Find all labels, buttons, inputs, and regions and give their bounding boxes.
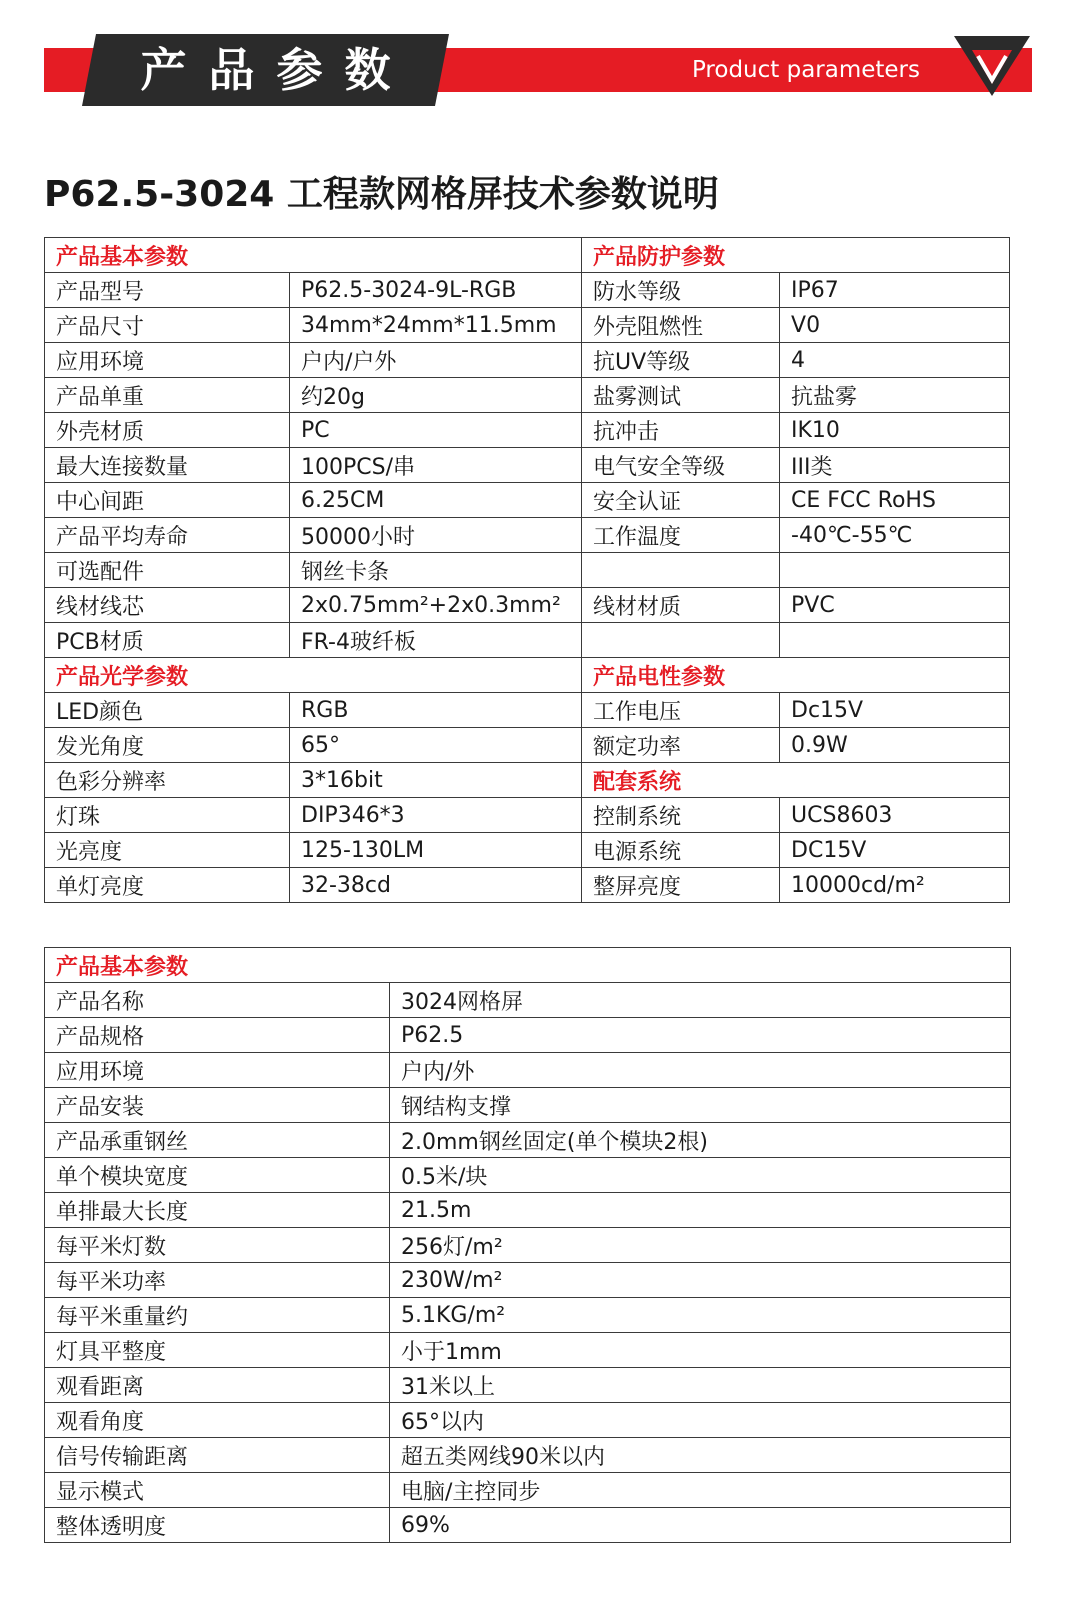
param-value: -40℃-55℃ [780,518,1010,553]
param-name: 防水等级 [582,273,780,308]
param-value: 31米以上 [390,1368,1011,1403]
param-name: 外壳材质 [45,413,290,448]
param-name [582,623,780,658]
param-name: 外壳阻燃性 [582,308,780,343]
basic-params-table [44,947,1011,1543]
param-value: 钢丝卡条 [290,553,582,588]
table-row [45,1508,1011,1543]
param-name: 观看角度 [45,1403,390,1438]
table-row [45,728,1010,763]
banner-title-en: Product parameters [691,57,920,83]
table-row [45,983,1011,1018]
table-row [45,1193,1011,1228]
param-name: 应用环境 [45,343,290,378]
param-value: 256灯/m² [390,1228,1011,1263]
table-row [45,1053,1011,1088]
param-value: 3*16bit [290,763,582,798]
param-value: 超五类网线90米以内 [390,1438,1011,1473]
table-row [45,868,1010,903]
param-name: 单排最大长度 [45,1193,390,1228]
table-row [45,1438,1011,1473]
section-header-optical: 产品光学参数 [45,658,582,693]
param-name: 整屏亮度 [582,868,780,903]
param-name: 中心间距 [45,483,290,518]
table-row [45,658,1010,693]
table-row [45,1368,1011,1403]
param-name: 每平米重量约 [45,1298,390,1333]
table-row [45,693,1010,728]
table-row [45,308,1010,343]
param-name: 可选配件 [45,553,290,588]
table-row [45,448,1010,483]
param-name: 产品名称 [45,983,390,1018]
param-name: 产品平均寿命 [45,518,290,553]
param-value: 6.25CM [290,483,582,518]
param-name: 显示模式 [45,1473,390,1508]
table-row [45,623,1010,658]
param-name: 观看距离 [45,1368,390,1403]
param-value: 65°以内 [390,1403,1011,1438]
param-name: 光亮度 [45,833,290,868]
param-value: FR-4玻纤板 [290,623,582,658]
param-value: DC15V [780,833,1010,868]
param-value: 5.1KG/m² [390,1298,1011,1333]
table-row [45,833,1010,868]
param-name: 单灯亮度 [45,868,290,903]
param-value: 钢结构支撑 [390,1088,1011,1123]
param-name: 工作电压 [582,693,780,728]
param-value: 50000小时 [290,518,582,553]
param-value: 34mm*24mm*11.5mm [290,308,582,343]
param-name: 产品安装 [45,1088,390,1123]
param-value: 2x0.75mm²+2x0.3mm² [290,588,582,623]
section-header-basic-2: 产品基本参数 [45,948,1011,983]
param-name: 产品承重钢丝 [45,1123,390,1158]
param-name: 电源系统 [582,833,780,868]
param-name: 色彩分辨率 [45,763,290,798]
param-name: 抗UV等级 [582,343,780,378]
param-name: 额定功率 [582,728,780,763]
table-row [45,763,1010,798]
param-value: 2.0mm钢丝固定(单个模块2根) [390,1123,1011,1158]
param-value [780,553,1010,588]
param-name [582,553,780,588]
param-value: DIP346*3 [290,798,582,833]
param-value: 约20g [290,378,582,413]
param-value: 32-38cd [290,868,582,903]
param-name: 最大连接数量 [45,448,290,483]
param-value: PVC [780,588,1010,623]
param-value: 21.5m [390,1193,1011,1228]
param-value: CE FCC RoHS [780,483,1010,518]
table-row [45,1158,1011,1193]
param-value: PC [290,413,582,448]
param-value: RGB [290,693,582,728]
param-value: 69% [390,1508,1011,1543]
param-value: 户内/外 [390,1053,1011,1088]
param-value: 230W/m² [390,1263,1011,1298]
param-name: 产品尺寸 [45,308,290,343]
param-value: III类 [780,448,1010,483]
param-name: 线材线芯 [45,588,290,623]
param-value: Dc15V [780,693,1010,728]
table-row [45,1298,1011,1333]
param-name: LED颜色 [45,693,290,728]
param-value: 电脑/主控同步 [390,1473,1011,1508]
table-row [45,378,1010,413]
param-value: 0.5米/块 [390,1158,1011,1193]
page-title: P62.5-3024 工程款网格屏技术参数说明 [44,174,719,215]
table-row [45,1018,1011,1053]
banner-title-cn: 产品参数 [140,43,413,97]
param-value: V0 [780,308,1010,343]
table-row [45,343,1010,378]
param-value: 4 [780,343,1010,378]
param-name: 灯具平整度 [45,1333,390,1368]
param-value: 抗盐雾 [780,378,1010,413]
param-value: P62.5 [390,1018,1011,1053]
param-name: 抗冲击 [582,413,780,448]
param-name: 产品型号 [45,273,290,308]
section-banner [0,0,1080,130]
param-value: UCS8603 [780,798,1010,833]
section-header-electrical: 产品电性参数 [582,658,1010,693]
section-header-basic: 产品基本参数 [45,238,582,273]
param-value: 户内/户外 [290,343,582,378]
table-row [45,1228,1011,1263]
param-value: IP67 [780,273,1010,308]
table-row [45,588,1010,623]
param-name: PCB材质 [45,623,290,658]
param-value: IK10 [780,413,1010,448]
param-value: 125-130LM [290,833,582,868]
table-row [45,1263,1011,1298]
table-row [45,1333,1011,1368]
table-row [45,238,1010,273]
param-value: P62.5-3024-9L-RGB [290,273,582,308]
param-value: 3024网格屏 [390,983,1011,1018]
param-name: 线材材质 [582,588,780,623]
table-row [45,518,1010,553]
section-header-protection: 产品防护参数 [582,238,1010,273]
table-row [45,1473,1011,1508]
param-name: 电气安全等级 [582,448,780,483]
table-row [45,798,1010,833]
param-name: 每平米功率 [45,1263,390,1298]
param-name: 发光角度 [45,728,290,763]
param-value: 65° [290,728,582,763]
table-row [45,413,1010,448]
param-name: 应用环境 [45,1053,390,1088]
param-name: 工作温度 [582,518,780,553]
param-name: 产品单重 [45,378,290,413]
table-row [45,273,1010,308]
param-value: 小于1mm [390,1333,1011,1368]
param-value: 100PCS/串 [290,448,582,483]
table-row [45,948,1011,983]
v-triangle-logo-icon [950,34,1034,98]
param-value [780,623,1010,658]
param-name: 控制系统 [582,798,780,833]
table-row [45,1123,1011,1158]
param-name: 盐雾测试 [582,378,780,413]
param-name: 安全认证 [582,483,780,518]
param-name: 整体透明度 [45,1508,390,1543]
param-name: 灯珠 [45,798,290,833]
param-value: 0.9W [780,728,1010,763]
section-header-system: 配套系统 [582,763,1010,798]
param-name: 信号传输距离 [45,1438,390,1473]
table-row [45,1403,1011,1438]
param-value: 10000cd/m² [780,868,1010,903]
table-row [45,483,1010,518]
param-name: 每平米灯数 [45,1228,390,1263]
table-row [45,1088,1011,1123]
spec-table [44,237,1010,903]
param-name: 单个模块宽度 [45,1158,390,1193]
table-row [45,553,1010,588]
param-name: 产品规格 [45,1018,390,1053]
